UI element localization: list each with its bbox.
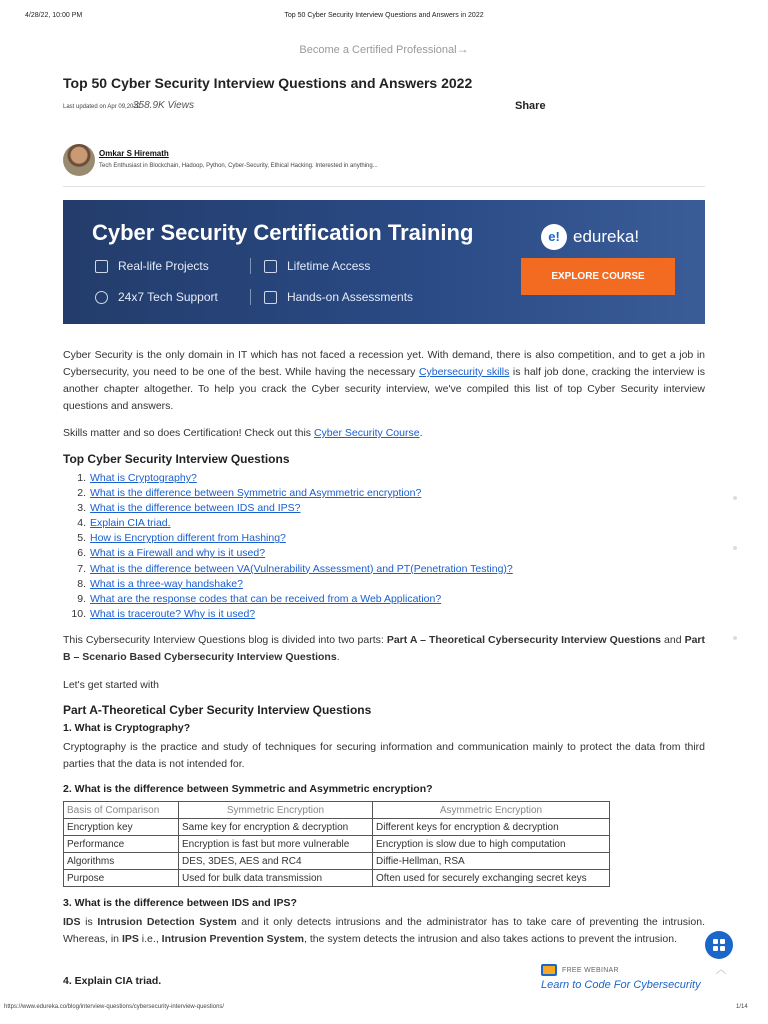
q1-answer: Cryptography is the practice and study of techniques for securing information and communication mainly to protect the data from third parties that the data is not intended for. [63, 741, 705, 770]
division-text: and [660, 634, 685, 646]
toc-item: 4. Explain CIA triad. [77, 517, 171, 530]
intro-text: is half job done, cracking the interview is another chapter altogether. To help you crack the Cyber security interview, we've compiled this list of top Cyber Security interview questions and answers. [63, 366, 705, 412]
grid-icon [713, 939, 725, 951]
divider [63, 186, 705, 187]
course-banner[interactable] [63, 200, 705, 324]
certified-professional-link[interactable] [0, 42, 768, 56]
article-title: Top 50 Cyber Security Interview Questions and Answers 2022 [63, 75, 473, 91]
author-bio: Tech Enthusiast in Blockchain, Hadoop, Python, Cyber-Security, Ethical Hacking. Interested in anything... [99, 163, 378, 169]
toc-item: 3. What is the difference between IDS and IPS? [77, 502, 301, 515]
toc-link[interactable]: Explain CIA triad. [90, 517, 171, 530]
banner-feature: Lifetime Access [287, 259, 371, 273]
table-cell: Diffie-Hellman, RSA [373, 853, 610, 870]
table-cell: Encryption is slow due to high computation [373, 836, 610, 853]
banner-feature: Hands-on Assessments [287, 290, 414, 304]
q3-heading: 3. What is the difference between IDS and IPS? [63, 897, 297, 909]
toc-list [63, 471, 513, 622]
table-cell: Encryption is fast but more vulnerable [179, 836, 373, 853]
certification-text-end: . [419, 427, 423, 439]
table-row [64, 870, 610, 887]
webinar-monitor-icon [541, 964, 557, 976]
table-cell: Algorithms [64, 853, 179, 870]
toc-link[interactable]: What are the response codes that can be received from a Web Application? [90, 592, 442, 605]
scroll-marker [733, 496, 737, 500]
table-cell: Performance [64, 836, 179, 853]
banner-feature: Real-life Projects [118, 259, 209, 273]
table-row [64, 836, 610, 853]
table-cell: Encryption key [64, 819, 179, 836]
part-a-heading: Part A-Theoretical Cyber Security Interview Questions [63, 703, 372, 717]
print-datetime: 4/28/22, 10:00 PM [25, 12, 83, 19]
toc-item: 2. What is the difference between Symmetric and Asymmetric encryption? [77, 487, 422, 500]
toc-link[interactable]: What is Cryptography? [90, 472, 197, 484]
division-paragraph [63, 632, 705, 666]
certified-professional-label: Become a Certified Professional [299, 44, 457, 56]
toc-link[interactable]: What is traceroute? Why is it used? [90, 607, 256, 620]
table-header-row [64, 802, 610, 819]
cybersecurity-skills-link[interactable]: Cybersecurity skills [418, 366, 510, 378]
q3-text: is [80, 916, 98, 928]
table-header: Asymmetric Encryption [373, 802, 610, 819]
webinar-link[interactable]: Learn to Code For Cybersecurity [541, 979, 701, 991]
q4-heading: 4. Explain CIA triad. [63, 975, 162, 987]
q2-heading: 2. What is the difference between Symmetric and Asymmetric encryption? [63, 783, 433, 795]
q3-text: i.e., [138, 933, 162, 945]
toc-link[interactable]: What is the difference between IDS and IPS? [90, 502, 301, 515]
feature-separator [250, 289, 251, 305]
ips-full-term: Intrusion Prevention System [161, 933, 305, 945]
feature-separator [250, 258, 251, 274]
toc-item: 7. What is the difference between VA(Vulnerability Assessment) and PT(Penetration Testing)? [77, 562, 513, 575]
division-text: This Cybersecurity Interview Questions blog is divided into two parts: [63, 634, 387, 646]
toc-heading: Top Cyber Security Interview Questions [63, 452, 290, 466]
toc-link[interactable]: What is the difference between Symmetric and Asymmetric encryption? [90, 487, 422, 500]
author-avatar[interactable] [63, 144, 95, 176]
ids-term: IDS [63, 916, 81, 928]
part-a-label: Part A – Theoretical Cybersecurity Interview Questions [386, 634, 661, 646]
table-cell: Different keys for encryption & decryption [373, 819, 610, 836]
table-row [64, 819, 610, 836]
edureka-logo-text: edureka! [573, 227, 640, 246]
author-name-link[interactable]: Omkar S Hiremath [99, 149, 169, 158]
ids-full-term: Intrusion Detection System [97, 916, 237, 928]
q3-answer [63, 914, 705, 948]
encryption-comparison-table [63, 801, 610, 887]
intro-text: Cyber Security is the only domain in IT which has not faced a recession yet. With demand, there is also competition, and to get a job in Cybersecurity, you need to be one of the best. While having the necessary [63, 349, 705, 378]
toc-link[interactable]: What is a three-way handshake? [90, 577, 243, 590]
lets-start-text: Let's get started with [63, 679, 159, 691]
certification-text: Skills matter and so does Certification! Check out this [63, 427, 314, 439]
toc-item: 9. What are the response codes that can be received from a Web Application? [77, 592, 442, 605]
table-row [64, 853, 610, 870]
certification-paragraph [63, 425, 705, 442]
q1-heading: 1. What is Cryptography? [63, 722, 191, 734]
table-cell: Same key for encryption & decryption [179, 819, 373, 836]
toc-item: 5. How is Encryption different from Hashing? [77, 532, 286, 545]
intro-paragraph [63, 347, 705, 415]
edureka-logo-icon: e! [541, 224, 567, 250]
assessments-icon [264, 291, 277, 304]
q3-text: and it only detects intrusions and the administrator has to take care of preventing the intrusion. Whereas, in [63, 916, 705, 945]
toc-item: 6. What is a Firewall and why is it used? [77, 547, 266, 560]
toc-item: 10. What is traceroute? Why is it used? [71, 607, 256, 620]
lifetime-access-icon [264, 260, 277, 273]
table-cell: Purpose [64, 870, 179, 887]
division-text: . [336, 651, 340, 663]
chevron-up-icon[interactable]: ︿ [716, 965, 726, 976]
print-page-title: Top 50 Cyber Security Interview Questions and Answers in 2022 [284, 12, 484, 19]
projects-icon [95, 260, 108, 273]
print-footer-url: https://www.edureka.co/blog/interview-questions/cybersecurity-interview-questions/ [4, 1004, 225, 1010]
toc-link[interactable]: What is the difference between VA(Vulnerability Assessment) and PT(Penetration Testing)? [90, 562, 513, 575]
toc-link[interactable]: What is a Firewall and why is it used? [90, 547, 266, 560]
table-cell: Often used for securely exchanging secret keys [373, 870, 610, 887]
scroll-marker [733, 546, 737, 550]
share-button[interactable]: Share [515, 100, 546, 112]
last-updated: Last updated on Apr 09,2022 [63, 104, 141, 110]
webinar-tag: FREE WEBINAR [562, 967, 619, 974]
tech-support-icon [95, 291, 108, 304]
apps-fab-button[interactable] [705, 931, 733, 959]
ips-term: IPS [121, 933, 139, 945]
toc-item: 1. What is Cryptography? [77, 472, 197, 484]
toc-link[interactable]: How is Encryption different from Hashing? [90, 532, 286, 545]
scroll-marker [733, 636, 737, 640]
banner-feature: 24x7 Tech Support [118, 290, 218, 304]
table-header: Basis of Comparison [64, 802, 179, 819]
cyber-security-course-link[interactable]: Cyber Security Course [313, 427, 420, 439]
q3-text: , the system detects the intrusion and also takes actions to prevent the intrusion. [304, 933, 677, 945]
toc-item: 8. What is a three-way handshake? [77, 577, 243, 590]
part-b-label: Part B – Scenario Based Cybersecurity Interview Questions [63, 634, 705, 663]
table-cell: Used for bulk data transmission [179, 870, 373, 887]
arrow-right-icon: → [456, 42, 469, 56]
print-page-number: 1/14 [736, 1004, 748, 1010]
view-count: 358.9K Views [133, 100, 194, 111]
table-header: Symmetric Encryption [179, 802, 373, 819]
table-cell: DES, 3DES, AES and RC4 [179, 853, 373, 870]
explore-course-button[interactable]: EXPLORE COURSE [521, 258, 675, 295]
banner-title: Cyber Security Certification Training [92, 220, 474, 245]
